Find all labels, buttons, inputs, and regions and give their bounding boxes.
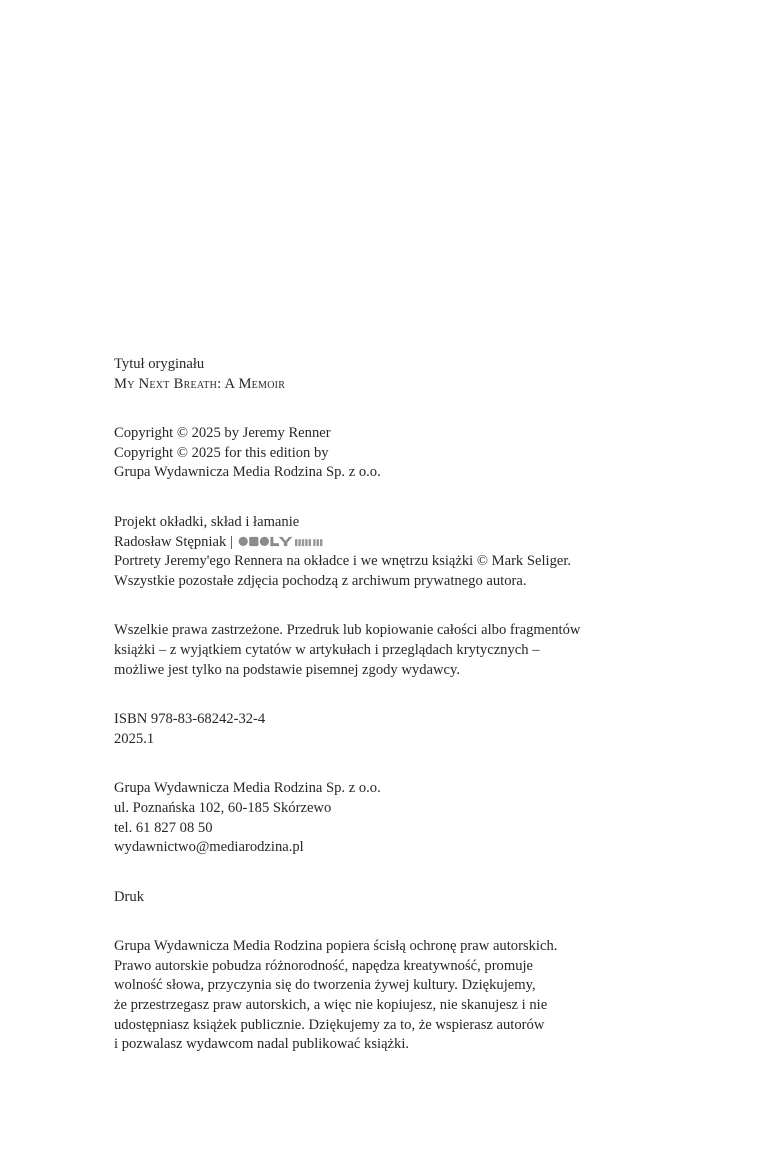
original-title-value: My Next Breath: A Memoir <box>114 375 286 392</box>
anti-piracy-line-6: i pozwalasz wydawcom nadal publikować książki. <box>114 1036 410 1053</box>
printing-block <box>114 888 654 908</box>
designer-name: Radosław Stępniak | <box>114 533 233 550</box>
copyright-block <box>114 424 654 483</box>
original-title-block <box>114 355 654 394</box>
credits-block <box>114 513 654 591</box>
original-title-label: Tytuł oryginału <box>114 356 205 372</box>
publisher-name: Grupa Wydawnicza Media Rodzina Sp. z o.o. <box>114 780 381 797</box>
copyright-edition-line: Copyright © 2025 for this edition by <box>114 444 329 461</box>
isbn-value: ISBN 978-83-68242-32-4 <box>114 711 266 728</box>
copyright-publisher-line: Grupa Wydawnicza Media Rodzina Sp. z o.o. <box>114 464 381 481</box>
publisher-email: wydawnictwo@mediarodzina.pl <box>114 839 304 856</box>
anti-piracy-block <box>114 937 654 1055</box>
anti-piracy-line-2: Prawo autorskie pobudza różnorodność, napędza kreatywność, promuje <box>114 957 534 974</box>
archive-photo-credit: Wszystkie pozostałe zdjęcia pochodzą z archiwum prywatnego autora. <box>114 572 527 589</box>
rights-reserved-block <box>114 621 654 680</box>
colophon-text-block <box>114 355 654 1055</box>
anti-piracy-line-1: Grupa Wydawnicza Media Rodzina popiera ścisłą ochronę praw autorskich. <box>114 938 558 955</box>
portrait-photo-credit: Portrety Jeremy'ego Rennera na okładce i we wnętrzu książki © Mark Seliger. <box>114 553 572 570</box>
anti-piracy-line-3: wolność słowa, przyczynia się do tworzenia żywej kultury. Dziękujemy, <box>114 977 536 994</box>
printing-label: Druk <box>114 888 144 905</box>
cover-design-label: Projekt okładki, skład i łamanie <box>114 513 300 530</box>
studio-logo-icon <box>238 536 324 547</box>
rights-line-1: Wszelkie prawa zastrzeżone. Przedruk lub kopiowanie całości albo fragmentów <box>114 622 581 639</box>
publisher-street: ul. Poznańska 102, 60-185 Skórzewo <box>114 799 332 816</box>
publisher-phone: tel. 61 827 08 50 <box>114 819 213 836</box>
designer-line <box>114 533 654 553</box>
publisher-address-block <box>114 779 654 857</box>
rights-line-3: możliwe jest tylko na podstawie pisemnej zgody wydawcy. <box>114 661 460 678</box>
anti-piracy-line-4: że przestrzegasz praw autorskich, a więc nie kopiujesz, nie skanujesz i nie <box>114 997 548 1014</box>
anti-piracy-line-5: udostępniasz książek publicznie. Dziękujemy za to, że wspierasz autorów <box>114 1016 545 1033</box>
edition-number: 2025.1 <box>114 730 155 747</box>
rights-line-2: książki – z wyjątkiem cytatów w artykułach i przeglądach krytycznych – <box>114 641 540 658</box>
copyright-author-line: Copyright © 2025 by Jeremy Renner <box>114 425 331 442</box>
identifiers-block <box>114 710 654 749</box>
